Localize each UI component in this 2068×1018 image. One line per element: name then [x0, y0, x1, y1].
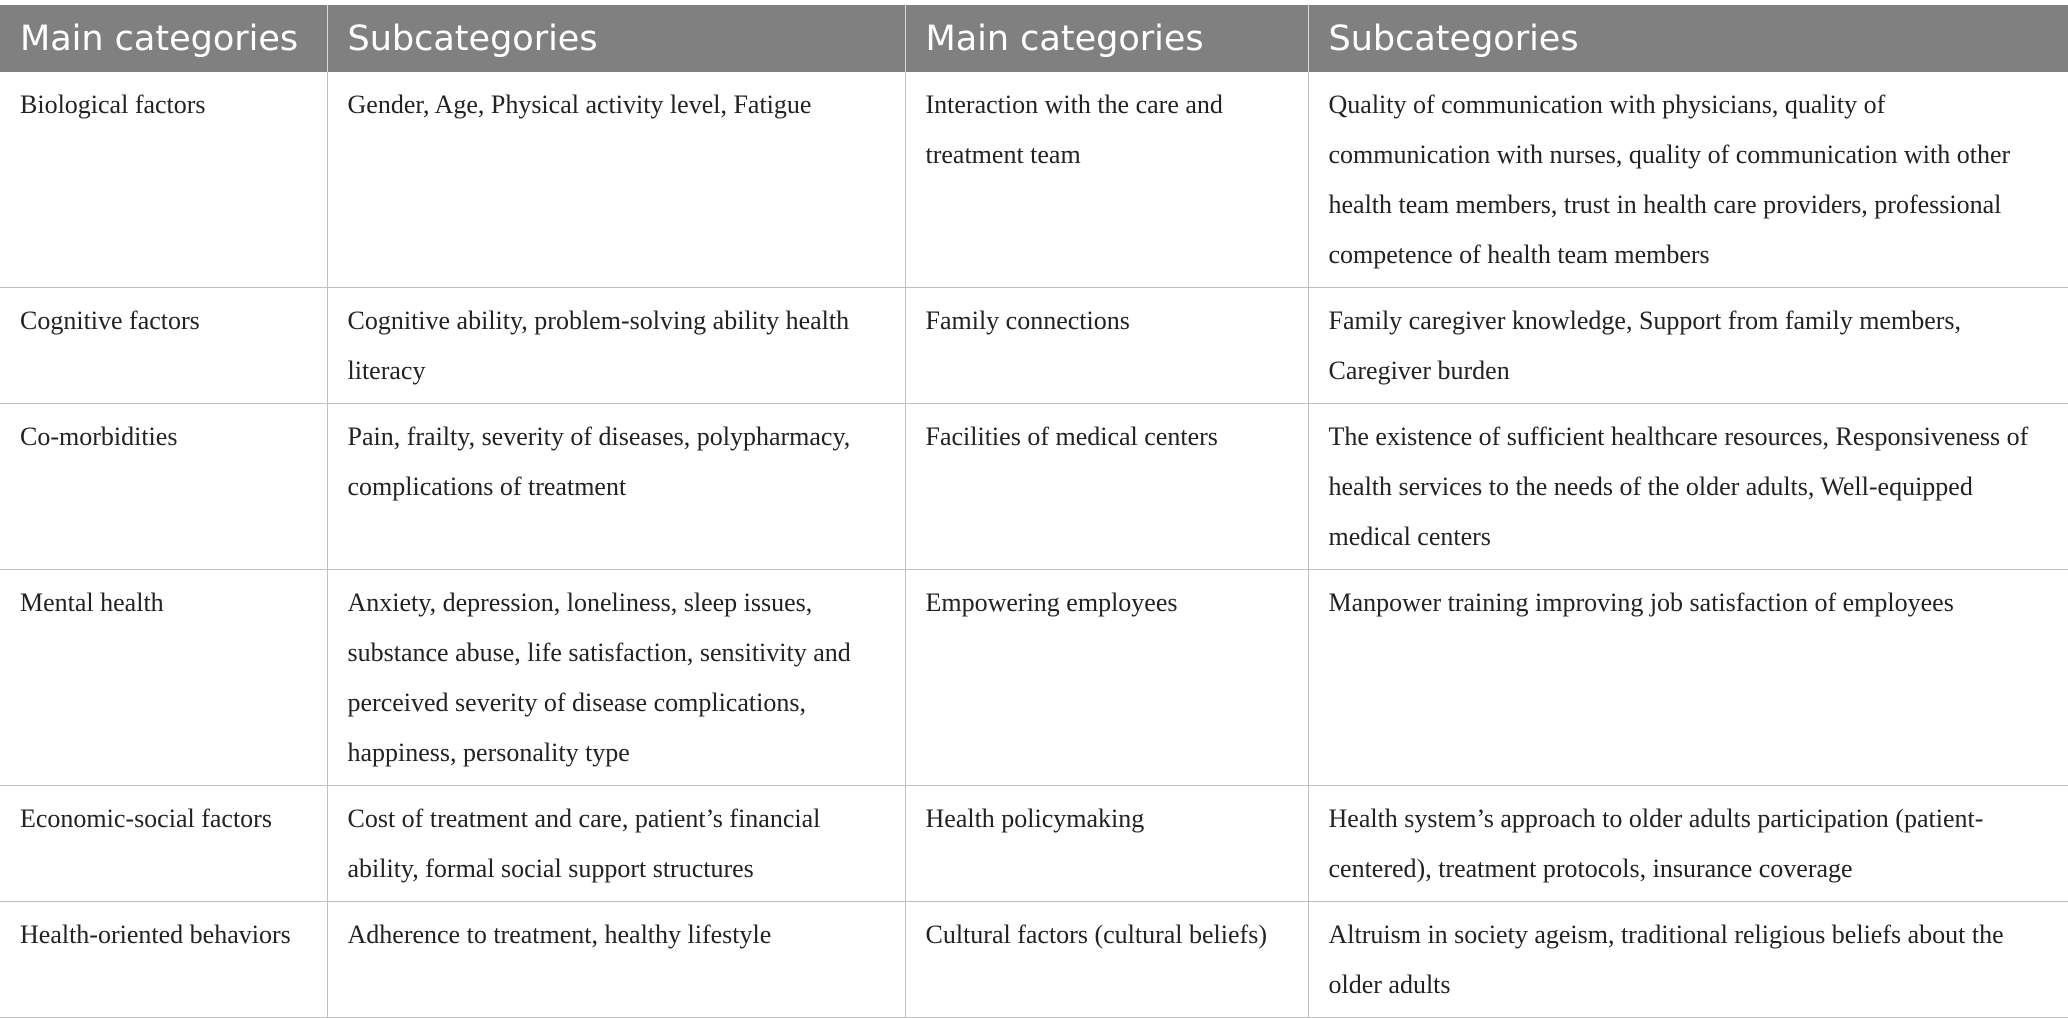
cell-subcategories: Gender, Age, Physical activity level, Fatigue — [327, 72, 905, 288]
cell-main-category: Interaction with the care and treatment team — [905, 72, 1308, 288]
cell-main-category: Health-oriented behaviors — [0, 902, 327, 1018]
cell-subcategories: Manpower training improving job satisfaction of employees — [1308, 570, 2068, 786]
cell-subcategories: Cognitive ability, problem-solving ability health literacy — [327, 288, 905, 404]
table-row — [0, 902, 2068, 1018]
cell-subcategories: Health system’s approach to older adults participation (patient-centered), treatment protocols, insurance coverage — [1308, 786, 2068, 902]
cell-subcategories: The existence of sufficient healthcare resources, Responsiveness of health services to the needs of the older adults, Well-equipped medical centers — [1308, 404, 2068, 570]
cell-main-category: Economic-social factors — [0, 786, 327, 902]
table-row — [0, 404, 2068, 570]
cell-main-category: Co-morbidities — [0, 404, 327, 570]
table-row — [0, 288, 2068, 404]
cell-subcategories: Pain, frailty, severity of diseases, polypharmacy, complications of treatment — [327, 404, 905, 570]
table-row — [0, 786, 2068, 902]
table-row — [0, 72, 2068, 288]
header-main-categories-1: Main categories — [0, 5, 327, 72]
header-subcategories-1: Subcategories — [327, 5, 905, 72]
cell-main-category: Facilities of medical centers — [905, 404, 1308, 570]
table-row — [0, 570, 2068, 786]
cell-main-category: Mental health — [0, 570, 327, 786]
categories-table — [0, 5, 2068, 1018]
cell-main-category: Biological factors — [0, 72, 327, 288]
cell-subcategories: Adherence to treatment, healthy lifestyle — [327, 902, 905, 1018]
cell-subcategories: Quality of communication with physicians, quality of communication with nurses, quality of communication with other health team members, trust in health care providers, professional competence of health team members — [1308, 72, 2068, 288]
cell-main-category: Cultural factors (cultural beliefs) — [905, 902, 1308, 1018]
cell-subcategories: Altruism in society ageism, traditional religious beliefs about the older adults — [1308, 902, 2068, 1018]
table-body — [0, 72, 2068, 1018]
cell-main-category: Family connections — [905, 288, 1308, 404]
cell-main-category: Health policymaking — [905, 786, 1308, 902]
cell-main-category: Empowering employees — [905, 570, 1308, 786]
cell-subcategories: Family caregiver knowledge, Support from family members, Caregiver burden — [1308, 288, 2068, 404]
header-main-categories-2: Main categories — [905, 5, 1308, 72]
cell-subcategories: Cost of treatment and care, patient’s financial ability, formal social support structures — [327, 786, 905, 902]
table-header — [0, 5, 2068, 72]
header-subcategories-2: Subcategories — [1308, 5, 2068, 72]
cell-main-category: Cognitive factors — [0, 288, 327, 404]
header-row — [0, 5, 2068, 72]
categories-table-container — [0, 5, 2068, 1018]
cell-subcategories: Anxiety, depression, loneliness, sleep issues, substance abuse, life satisfaction, sensitivity and perceived severity of disease complications, happiness, personality type — [327, 570, 905, 786]
